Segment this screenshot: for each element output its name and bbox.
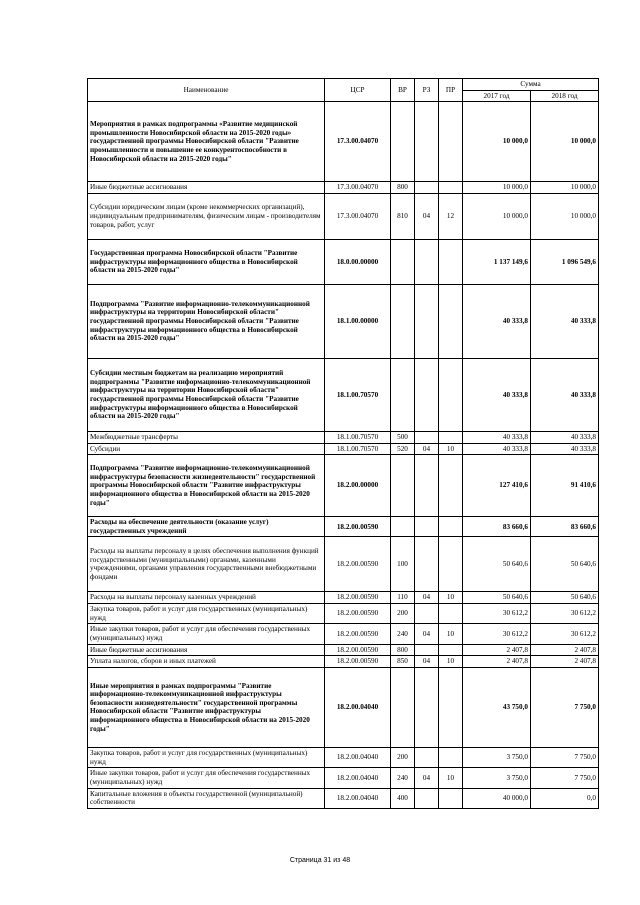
row-vr: 850 — [391, 656, 415, 668]
row-vr — [391, 455, 415, 517]
row-rz — [415, 182, 439, 194]
row-amount-2018: 1 096 549,6 — [531, 239, 599, 284]
row-rz: 04 — [415, 592, 439, 604]
row-pr: 10 — [439, 592, 463, 604]
row-amount-2018: 10 000,0 — [531, 193, 599, 239]
row-pr — [439, 788, 463, 808]
row-vr: 520 — [391, 443, 415, 455]
row-amount-2018: 10 000,0 — [531, 102, 599, 182]
row-amount-2017: 30 612,2 — [463, 604, 531, 624]
row-vr: 200 — [391, 747, 415, 767]
table-row — [88, 537, 599, 592]
row-vr: 240 — [391, 624, 415, 644]
row-vr: 500 — [391, 431, 415, 443]
row-rz: 04 — [415, 624, 439, 644]
row-rz — [415, 102, 439, 182]
row-amount-2018: 7 750,0 — [531, 667, 599, 747]
row-csr: 18.2.00.00590 — [325, 517, 391, 537]
row-csr: 18.2.00.00590 — [325, 604, 391, 624]
row-csr: 18.2.00.00590 — [325, 537, 391, 592]
table-body — [88, 102, 599, 809]
row-pr — [439, 358, 463, 431]
row-rz — [415, 239, 439, 284]
table-row — [88, 284, 599, 358]
row-amount-2018: 2 407,8 — [531, 656, 599, 668]
row-vr: 240 — [391, 768, 415, 788]
table-row — [88, 517, 599, 537]
row-rz — [415, 644, 439, 656]
row-name: Расходы на выплаты персоналу в целях обеспечения выполнения функций государственными (муниципальными) органами, казенными учреждениями, органами управления государственными внебюджетными фондами — [88, 537, 325, 592]
row-pr — [439, 102, 463, 182]
row-csr: 18.0.00.00000 — [325, 239, 391, 284]
row-amount-2017: 40 333,8 — [463, 443, 531, 455]
row-rz — [415, 517, 439, 537]
table-row — [88, 239, 599, 284]
header-vr: ВР — [391, 79, 415, 102]
row-amount-2018: 40 333,8 — [531, 443, 599, 455]
row-amount-2018: 30 612,2 — [531, 604, 599, 624]
row-amount-2017: 50 640,6 — [463, 537, 531, 592]
table-row — [88, 455, 599, 517]
row-csr: 17.3.00.04070 — [325, 182, 391, 194]
table-row — [88, 768, 599, 788]
header-rz: РЗ — [415, 79, 439, 102]
row-amount-2018: 7 750,0 — [531, 768, 599, 788]
row-name: Капитальные вложения в объекты государственной (муниципальной) собственности — [88, 788, 325, 808]
row-csr: 18.2.00.00590 — [325, 644, 391, 656]
header-pr: ПР — [439, 79, 463, 102]
row-vr: 110 — [391, 592, 415, 604]
row-rz — [415, 537, 439, 592]
row-rz — [415, 284, 439, 358]
row-csr: 18.2.00.00590 — [325, 624, 391, 644]
header-year-2018: 2018 год — [531, 90, 599, 102]
table-row — [88, 644, 599, 656]
row-pr — [439, 284, 463, 358]
table-row — [88, 102, 599, 182]
table-row — [88, 604, 599, 624]
row-amount-2017: 10 000,0 — [463, 193, 531, 239]
table-row — [88, 656, 599, 668]
row-name: Расходы на выплаты персоналу казенных учреждений — [88, 592, 325, 604]
table-row — [88, 443, 599, 455]
row-rz: 04 — [415, 656, 439, 668]
row-amount-2018: 40 333,8 — [531, 431, 599, 443]
row-amount-2017: 50 640,6 — [463, 592, 531, 604]
row-pr — [439, 644, 463, 656]
row-vr — [391, 667, 415, 747]
row-amount-2017: 40 333,8 — [463, 431, 531, 443]
row-pr — [439, 747, 463, 767]
row-name: Расходы на обеспечение деятельности (оказание услуг) государственных учреждений — [88, 517, 325, 537]
row-name: Уплата налогов, сборов и иных платежей — [88, 656, 325, 668]
table-row — [88, 182, 599, 194]
row-amount-2017: 10 000,0 — [463, 102, 531, 182]
row-pr: 10 — [439, 656, 463, 668]
row-amount-2017: 83 660,6 — [463, 517, 531, 537]
row-amount-2018: 10 000,0 — [531, 182, 599, 194]
row-name: Иные мероприятия в рамках подпрограммы "Развитие информационно-телекоммуникационной инфраструктуры безопасности жизнедеятельности" государственной программы Новосибирской области "Развитие инфраструктуры информационного общества в Новосибирской области на 2015-2020 годы" — [88, 667, 325, 747]
row-pr: 12 — [439, 193, 463, 239]
row-name: Субсидии юридическим лицам (кроме некоммерческих организаций), индивидуальным предпринимателям, физическим лицам - производителям товаров, работ, услуг — [88, 193, 325, 239]
table-header — [88, 79, 599, 102]
row-csr: 17.3.00.04070 — [325, 193, 391, 239]
row-amount-2018: 50 640,6 — [531, 537, 599, 592]
row-vr: 200 — [391, 604, 415, 624]
row-csr: 18.2.00.04040 — [325, 667, 391, 747]
row-name: Закупка товаров, работ и услуг для государственных (муниципальных) нужд — [88, 604, 325, 624]
row-amount-2017: 127 410,6 — [463, 455, 531, 517]
row-pr — [439, 537, 463, 592]
row-name: Государственная программа Новосибирской области "Развитие инфраструктуры информационного общества в Новосибирской области на 2015-2020 годы" — [88, 239, 325, 284]
row-amount-2017: 3 750,0 — [463, 768, 531, 788]
row-name: Иные бюджетные ассигнования — [88, 644, 325, 656]
row-name: Иные закупки товаров, работ и услуг для обеспечения государственных (муниципальных) нужд — [88, 624, 325, 644]
row-pr — [439, 517, 463, 537]
row-name: Подпрограмма "Развитие информационно-телекоммуникационной инфраструктуры на территории Новосибирской области" государственной программы Новосибирской области "Развитие инфраструктуры информационного общества в Новосибирской области на 2015-2020 годы" — [88, 284, 325, 358]
row-pr: 10 — [439, 768, 463, 788]
row-amount-2017: 2 407,8 — [463, 656, 531, 668]
row-amount-2017: 1 137 149,6 — [463, 239, 531, 284]
row-amount-2018: 30 612,2 — [531, 624, 599, 644]
row-pr: 10 — [439, 624, 463, 644]
row-amount-2018: 40 333,8 — [531, 358, 599, 431]
row-rz: 04 — [415, 768, 439, 788]
row-amount-2017: 40 333,8 — [463, 284, 531, 358]
row-name: Подпрограмма "Развитие информационно-телекоммуникационной инфраструктуры безопасности жизнедеятельности" государственной программы Новосибирской области "Развитие инфраструктуры информационного общества в Новосибирской области на 2015-2020 годы" — [88, 455, 325, 517]
row-vr: 810 — [391, 193, 415, 239]
row-amount-2018: 7 750,0 — [531, 747, 599, 767]
row-amount-2018: 0,0 — [531, 788, 599, 808]
row-vr — [391, 102, 415, 182]
table-row — [88, 592, 599, 604]
row-name: Субсидии местным бюджетам на реализацию мероприятий подпрограммы "Развитие информационно-телекоммуникационной инфраструктуры на территории Новосибирской области" государственной программы Новосибирской области "Развитие инфраструктуры информационного общества в Новосибирской области на 2015-2020 годы" — [88, 358, 325, 431]
row-amount-2017: 30 612,2 — [463, 624, 531, 644]
row-amount-2018: 40 333,8 — [531, 284, 599, 358]
table-row — [88, 431, 599, 443]
row-pr — [439, 667, 463, 747]
row-amount-2018: 83 660,6 — [531, 517, 599, 537]
row-csr: 18.1.00.70570 — [325, 431, 391, 443]
row-name: Субсидии — [88, 443, 325, 455]
row-csr: 18.2.00.04040 — [325, 768, 391, 788]
row-csr: 17.3.00.04070 — [325, 102, 391, 182]
row-rz — [415, 455, 439, 517]
row-csr: 18.1.00.70570 — [325, 443, 391, 455]
table-row — [88, 193, 599, 239]
row-amount-2017: 2 407,8 — [463, 644, 531, 656]
table-row — [88, 667, 599, 747]
row-amount-2017: 40 000,0 — [463, 788, 531, 808]
row-amount-2018: 50 640,6 — [531, 592, 599, 604]
row-vr — [391, 284, 415, 358]
row-csr: 18.2.00.00590 — [325, 656, 391, 668]
row-name: Иные бюджетные ассигнования — [88, 182, 325, 194]
row-csr: 18.2.00.04040 — [325, 788, 391, 808]
row-csr: 18.2.00.04040 — [325, 747, 391, 767]
row-amount-2018: 2 407,8 — [531, 644, 599, 656]
row-name: Мероприятия в рамках подпрограммы «Развитие медицинской промышленности Новосибирской области на 2015-2020 годы» государственной программы Новосибирской области "Развитие промышленности и повышение ее конкурентоспособности в Новосибирской области на 2015-2020 годы" — [88, 102, 325, 182]
row-vr: 800 — [391, 182, 415, 194]
row-csr: 18.2.00.00000 — [325, 455, 391, 517]
row-pr — [439, 604, 463, 624]
row-rz — [415, 667, 439, 747]
table-row — [88, 747, 599, 767]
budget-table — [87, 78, 599, 809]
header-name: Наименование — [88, 79, 325, 102]
row-vr — [391, 239, 415, 284]
row-pr: 10 — [439, 443, 463, 455]
row-vr — [391, 358, 415, 431]
row-amount-2017: 3 750,0 — [463, 747, 531, 767]
row-pr — [439, 455, 463, 517]
row-rz: 04 — [415, 443, 439, 455]
table-row — [88, 788, 599, 808]
row-pr — [439, 182, 463, 194]
row-name: Межбюджетные трансферты — [88, 431, 325, 443]
header-csr: ЦСР — [325, 79, 391, 102]
row-rz — [415, 431, 439, 443]
row-rz — [415, 747, 439, 767]
row-csr: 18.1.00.00000 — [325, 284, 391, 358]
row-rz — [415, 358, 439, 431]
row-rz: 04 — [415, 193, 439, 239]
page-number: Страница 31 из 48 — [289, 857, 351, 864]
row-vr: 800 — [391, 644, 415, 656]
row-rz — [415, 788, 439, 808]
row-amount-2017: 43 750,0 — [463, 667, 531, 747]
row-vr: 400 — [391, 788, 415, 808]
row-amount-2017: 40 333,8 — [463, 358, 531, 431]
header-year-2017: 2017 год — [463, 90, 531, 102]
row-csr: 18.2.00.00590 — [325, 592, 391, 604]
row-name: Иные закупки товаров, работ и услуг для обеспечения государственных (муниципальных) нужд — [88, 768, 325, 788]
row-csr: 18.1.00.70570 — [325, 358, 391, 431]
row-amount-2017: 10 000,0 — [463, 182, 531, 194]
table-row — [88, 624, 599, 644]
table-row — [88, 358, 599, 431]
header-sum: Сумма — [463, 79, 599, 91]
row-vr: 100 — [391, 537, 415, 592]
row-pr — [439, 431, 463, 443]
row-pr — [439, 239, 463, 284]
row-name: Закупка товаров, работ и услуг для государственных (муниципальных) нужд — [88, 747, 325, 767]
row-vr — [391, 517, 415, 537]
row-rz — [415, 604, 439, 624]
row-amount-2018: 91 410,6 — [531, 455, 599, 517]
